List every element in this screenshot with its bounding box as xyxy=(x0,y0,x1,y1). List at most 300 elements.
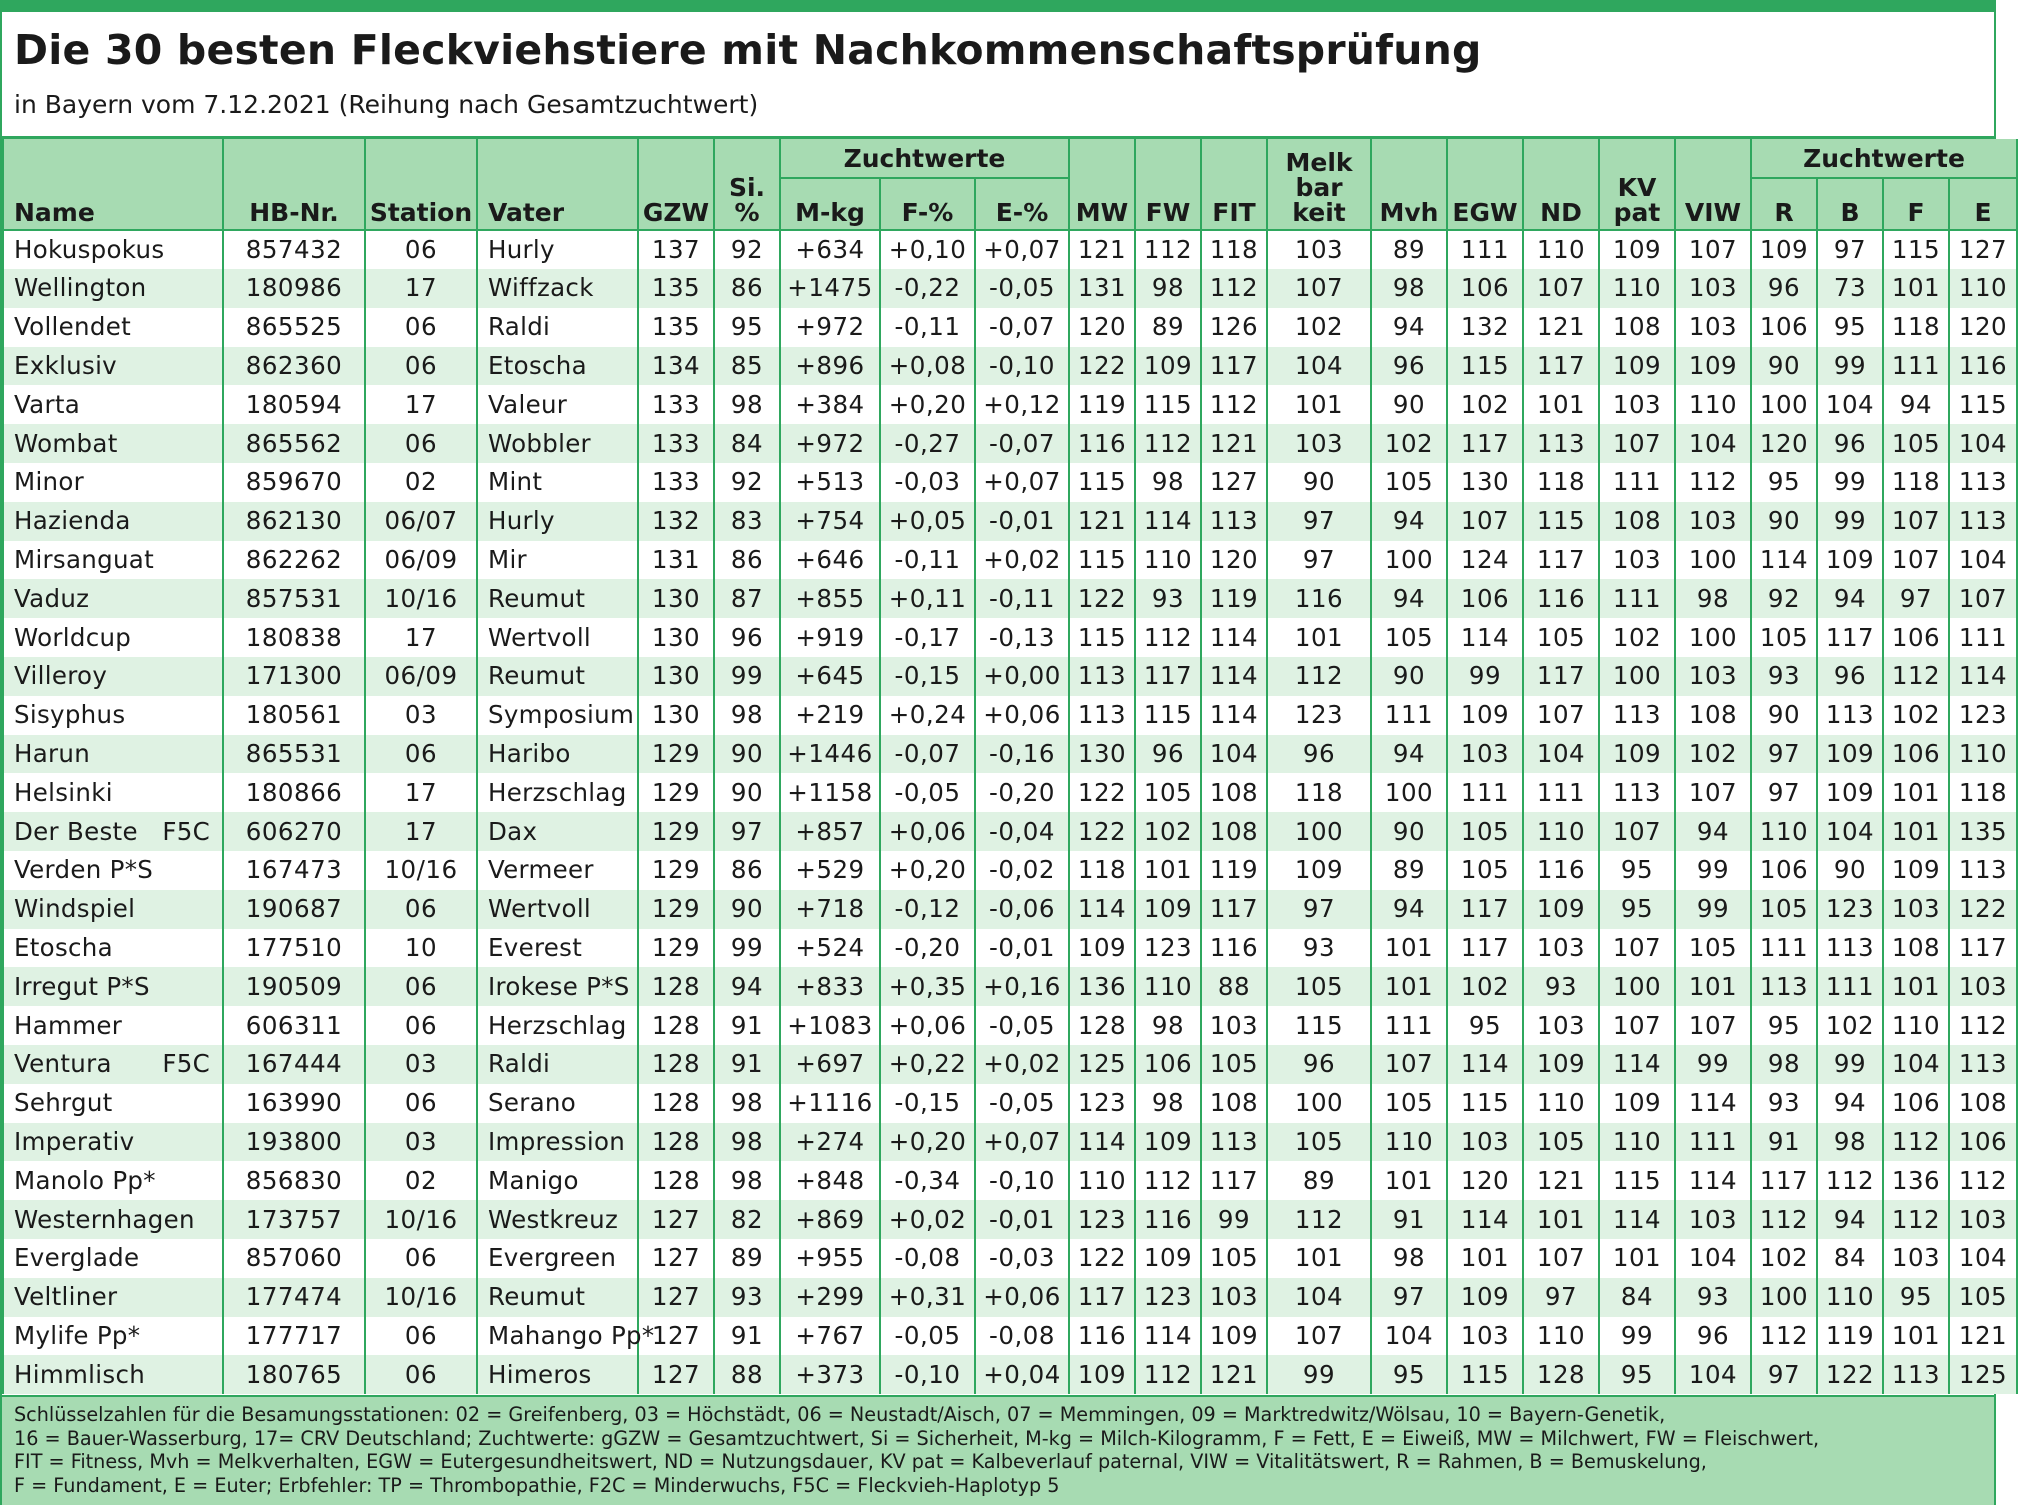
cell-melk: 115 xyxy=(1267,1006,1371,1045)
cell-mkg: +645 xyxy=(780,657,880,696)
table-body xyxy=(3,230,2017,1394)
cell-ep: -0,01 xyxy=(975,502,1069,541)
cell-mvh: 97 xyxy=(1371,1278,1447,1317)
col-header-fw: FW xyxy=(1135,139,1201,230)
cell-egw: 114 xyxy=(1447,618,1523,657)
cell-kv: 103 xyxy=(1599,385,1675,424)
cell-mvh: 104 xyxy=(1371,1317,1447,1356)
bull-name: Sisyphus xyxy=(14,700,126,730)
cell-mw: 123 xyxy=(1069,1200,1135,1239)
cell-name xyxy=(3,812,223,851)
cell-mvh: 101 xyxy=(1371,929,1447,968)
cell-mvh: 107 xyxy=(1371,1045,1447,1084)
cell-fit: 103 xyxy=(1201,1006,1267,1045)
cell-viw: 104 xyxy=(1675,1355,1751,1394)
cell-melk: 96 xyxy=(1267,735,1371,774)
cell-gzw: 128 xyxy=(638,1123,714,1162)
cell-station: 06 xyxy=(365,230,477,269)
cell-fp: -0,12 xyxy=(880,890,975,929)
cell-gzw: 127 xyxy=(638,1317,714,1356)
cell-vater: Himeros xyxy=(477,1355,638,1394)
cell-fw: 98 xyxy=(1135,463,1201,502)
cell-b: 104 xyxy=(1817,812,1883,851)
cell-b: 110 xyxy=(1817,1278,1883,1317)
cell-name xyxy=(3,618,223,657)
legend-line: 16 = Bauer-Wasserburg, 17= CRV Deutschland; Zuchtwerte: gGZW = Gesamtzuchtwert, Si = Sicherheit, M-kg = Milch-Kilogramm, F = Fett, E = Eiweiß, MW = Milchwert, FW = Fleischwert, xyxy=(14,1426,1820,1450)
table-header xyxy=(3,139,2017,230)
cell-fit: 113 xyxy=(1201,1123,1267,1162)
bull-name: Helsinki xyxy=(14,777,113,807)
cell-f: 111 xyxy=(1883,347,1949,386)
cell-e: 115 xyxy=(1949,385,2017,424)
cell-kv: 100 xyxy=(1599,657,1675,696)
cell-name xyxy=(3,463,223,502)
cell-gzw: 133 xyxy=(638,424,714,463)
cell-e: 122 xyxy=(1949,890,2017,929)
cell-fw: 112 xyxy=(1135,424,1201,463)
col-header-name: Name xyxy=(3,139,223,230)
cell-fit: 127 xyxy=(1201,463,1267,502)
cell-mvh: 101 xyxy=(1371,967,1447,1006)
cell-fit: 109 xyxy=(1201,1317,1267,1356)
cell-vater: Reumut xyxy=(477,579,638,618)
cell-vater: Manigo xyxy=(477,1161,638,1200)
cell-nd: 110 xyxy=(1523,1084,1599,1123)
table-row xyxy=(3,308,2017,347)
bull-name: Wombat xyxy=(14,428,118,458)
bull-name: Varta xyxy=(14,389,81,419)
cell-nd: 107 xyxy=(1523,269,1599,308)
col-header-si-line1: Si. xyxy=(728,173,766,202)
table-row xyxy=(3,1355,2017,1394)
cell-kv: 113 xyxy=(1599,696,1675,735)
cell-b: 102 xyxy=(1817,1006,1883,1045)
cell-fit: 116 xyxy=(1201,929,1267,968)
cell-gzw: 129 xyxy=(638,812,714,851)
cell-station: 06/09 xyxy=(365,541,477,580)
col-header-mvh: Mvh xyxy=(1371,139,1447,230)
cell-station: 06 xyxy=(365,967,477,1006)
cell-fw: 109 xyxy=(1135,890,1201,929)
cell-mkg: +718 xyxy=(780,890,880,929)
bull-name: Everglade xyxy=(14,1243,140,1273)
cell-station: 06 xyxy=(365,1317,477,1356)
cell-r: 96 xyxy=(1751,269,1817,308)
cell-mvh: 98 xyxy=(1371,269,1447,308)
cell-nd: 116 xyxy=(1523,579,1599,618)
cell-fw: 96 xyxy=(1135,735,1201,774)
cell-melk: 116 xyxy=(1267,579,1371,618)
cell-kv: 107 xyxy=(1599,424,1675,463)
cell-egw: 114 xyxy=(1447,1200,1523,1239)
cell-r: 92 xyxy=(1751,579,1817,618)
cell-mvh: 100 xyxy=(1371,773,1447,812)
cell-nd: 101 xyxy=(1523,385,1599,424)
cell-f: 101 xyxy=(1883,773,1949,812)
cell-fp: -0,05 xyxy=(880,1317,975,1356)
cell-station: 03 xyxy=(365,696,477,735)
cell-mkg: +896 xyxy=(780,347,880,386)
cell-melk: 97 xyxy=(1267,541,1371,580)
cell-mw: 122 xyxy=(1069,773,1135,812)
cell-station: 17 xyxy=(365,773,477,812)
cell-si: 93 xyxy=(714,1278,780,1317)
cell-fp: -0,10 xyxy=(880,1355,975,1394)
cell-gzw: 133 xyxy=(638,385,714,424)
col-header-eiweiss-prozent: E-% xyxy=(975,178,1069,230)
cell-ep: -0,10 xyxy=(975,347,1069,386)
bull-name: Etoscha xyxy=(14,932,113,962)
cell-mkg: +529 xyxy=(780,851,880,890)
cell-fw: 93 xyxy=(1135,579,1201,618)
cell-egw: 115 xyxy=(1447,1355,1523,1394)
cell-fw: 112 xyxy=(1135,1161,1201,1200)
cell-f: 118 xyxy=(1883,463,1949,502)
cell-mkg: +646 xyxy=(780,541,880,580)
col-header-melkbarkeit xyxy=(1267,139,1371,230)
cell-vater: Hurly xyxy=(477,230,638,269)
cell-fp: -0,07 xyxy=(880,735,975,774)
cell-nd: 117 xyxy=(1523,541,1599,580)
cell-egw: 103 xyxy=(1447,1123,1523,1162)
cell-kv: 95 xyxy=(1599,851,1675,890)
cell-fp: +0,22 xyxy=(880,1045,975,1084)
cell-f: 107 xyxy=(1883,502,1949,541)
cell-fw: 115 xyxy=(1135,696,1201,735)
cell-ep: -0,06 xyxy=(975,890,1069,929)
cell-melk: 89 xyxy=(1267,1161,1371,1200)
cell-ep: -0,05 xyxy=(975,1006,1069,1045)
cell-mw: 120 xyxy=(1069,308,1135,347)
cell-fit: 113 xyxy=(1201,502,1267,541)
cell-e: 120 xyxy=(1949,308,2017,347)
cell-mw: 125 xyxy=(1069,1045,1135,1084)
cell-viw: 104 xyxy=(1675,1239,1751,1278)
col-header-b: B xyxy=(1817,178,1883,230)
cell-mw: 122 xyxy=(1069,579,1135,618)
cell-egw: 117 xyxy=(1447,424,1523,463)
cell-viw: 101 xyxy=(1675,967,1751,1006)
cell-name xyxy=(3,657,223,696)
cell-f: 112 xyxy=(1883,1200,1949,1239)
cell-mvh: 94 xyxy=(1371,890,1447,929)
cell-gzw: 128 xyxy=(638,1045,714,1084)
cell-melk: 123 xyxy=(1267,696,1371,735)
cell-name xyxy=(3,1317,223,1356)
col-header-melk-line2: bar xyxy=(1295,173,1343,202)
cell-gzw: 130 xyxy=(638,618,714,657)
cell-mw: 119 xyxy=(1069,385,1135,424)
cell-nd: 97 xyxy=(1523,1278,1599,1317)
cell-viw: 110 xyxy=(1675,385,1751,424)
cell-b: 113 xyxy=(1817,696,1883,735)
cell-mvh: 100 xyxy=(1371,541,1447,580)
cell-r: 114 xyxy=(1751,541,1817,580)
cell-fw: 123 xyxy=(1135,1278,1201,1317)
cell-ep: -0,08 xyxy=(975,1317,1069,1356)
cell-fp: +0,08 xyxy=(880,347,975,386)
cell-fw: 117 xyxy=(1135,657,1201,696)
cell-fw: 123 xyxy=(1135,929,1201,968)
table-row xyxy=(3,1317,2017,1356)
cell-gzw: 135 xyxy=(638,308,714,347)
cell-si: 88 xyxy=(714,1355,780,1394)
cell-gzw: 127 xyxy=(638,1355,714,1394)
cell-vater: Serano xyxy=(477,1084,638,1123)
bull-name: Hammer xyxy=(14,1010,123,1040)
cell-gzw: 128 xyxy=(638,967,714,1006)
cell-mkg: +1116 xyxy=(780,1084,880,1123)
col-header-melk-line3: keit xyxy=(1292,198,1346,227)
cell-mkg: +1083 xyxy=(780,1006,880,1045)
cell-mkg: +1475 xyxy=(780,269,880,308)
cell-gzw: 132 xyxy=(638,502,714,541)
cell-fit: 120 xyxy=(1201,541,1267,580)
cell-ep: -0,20 xyxy=(975,773,1069,812)
cell-nd: 117 xyxy=(1523,657,1599,696)
cell-egw: 107 xyxy=(1447,502,1523,541)
cell-b: 119 xyxy=(1817,1317,1883,1356)
cell-mvh: 98 xyxy=(1371,1239,1447,1278)
cell-r: 97 xyxy=(1751,1355,1817,1394)
cell-b: 99 xyxy=(1817,1045,1883,1084)
cell-viw: 96 xyxy=(1675,1317,1751,1356)
cell-viw: 99 xyxy=(1675,851,1751,890)
cell-f: 101 xyxy=(1883,269,1949,308)
cell-f: 112 xyxy=(1883,657,1949,696)
cell-gzw: 130 xyxy=(638,696,714,735)
cell-fp: +0,02 xyxy=(880,1200,975,1239)
cell-f: 95 xyxy=(1883,1278,1949,1317)
cell-mvh: 90 xyxy=(1371,812,1447,851)
bull-name: Mirsanguat xyxy=(14,544,155,574)
cell-e: 121 xyxy=(1949,1317,2017,1356)
cell-hb: 606270 xyxy=(223,812,365,851)
cell-b: 96 xyxy=(1817,657,1883,696)
cell-mw: 123 xyxy=(1069,1084,1135,1123)
cell-ep: +0,12 xyxy=(975,385,1069,424)
cell-fw: 112 xyxy=(1135,1355,1201,1394)
cell-mw: 121 xyxy=(1069,230,1135,269)
cell-vater: Reumut xyxy=(477,1278,638,1317)
cell-f: 102 xyxy=(1883,696,1949,735)
cell-fp: -0,20 xyxy=(880,929,975,968)
cell-station: 06 xyxy=(365,1084,477,1123)
cell-e: 104 xyxy=(1949,541,2017,580)
cell-melk: 107 xyxy=(1267,1317,1371,1356)
cell-fp: +0,35 xyxy=(880,967,975,1006)
cell-hb: 177717 xyxy=(223,1317,365,1356)
cell-mvh: 89 xyxy=(1371,851,1447,890)
cell-fit: 108 xyxy=(1201,1084,1267,1123)
cell-mw: 130 xyxy=(1069,735,1135,774)
cell-station: 10/16 xyxy=(365,851,477,890)
cell-kv: 103 xyxy=(1599,541,1675,580)
cell-egw: 105 xyxy=(1447,812,1523,851)
cell-fw: 109 xyxy=(1135,1123,1201,1162)
cell-mkg: +855 xyxy=(780,579,880,618)
table-row xyxy=(3,1239,2017,1278)
cell-egw: 95 xyxy=(1447,1006,1523,1045)
cell-egw: 115 xyxy=(1447,347,1523,386)
cell-mkg: +955 xyxy=(780,1239,880,1278)
cell-egw: 111 xyxy=(1447,773,1523,812)
cell-f: 108 xyxy=(1883,929,1949,968)
cell-viw: 100 xyxy=(1675,618,1751,657)
cell-vater: Mint xyxy=(477,463,638,502)
cell-f: 94 xyxy=(1883,385,1949,424)
cell-si: 84 xyxy=(714,424,780,463)
cell-fit: 108 xyxy=(1201,812,1267,851)
table-row xyxy=(3,1278,2017,1317)
table-row xyxy=(3,424,2017,463)
bull-name: Hokuspokus xyxy=(14,235,165,264)
col-group-zuchtwerte-milk: Zuchtwerte xyxy=(780,139,1069,178)
cell-viw: 108 xyxy=(1675,696,1751,735)
table-row xyxy=(3,385,2017,424)
cell-fit: 99 xyxy=(1201,1200,1267,1239)
cell-b: 97 xyxy=(1817,230,1883,269)
cell-ep: -0,05 xyxy=(975,1084,1069,1123)
cell-ep: -0,03 xyxy=(975,1239,1069,1278)
cell-mw: 109 xyxy=(1069,929,1135,968)
cell-e: 104 xyxy=(1949,1239,2017,1278)
cell-station: 06 xyxy=(365,1006,477,1045)
cell-fp: -0,17 xyxy=(880,618,975,657)
bull-name: Villeroy xyxy=(14,661,108,691)
cell-f: 103 xyxy=(1883,1239,1949,1278)
cell-ep: -0,07 xyxy=(975,308,1069,347)
cell-si: 98 xyxy=(714,1084,780,1123)
bull-name: Ventura xyxy=(14,1049,112,1079)
cell-station: 10/16 xyxy=(365,1200,477,1239)
cell-e: 113 xyxy=(1949,463,2017,502)
cell-b: 73 xyxy=(1817,269,1883,308)
cell-mkg: +972 xyxy=(780,424,880,463)
cell-nd: 101 xyxy=(1523,1200,1599,1239)
cell-si: 86 xyxy=(714,541,780,580)
cell-f: 109 xyxy=(1883,851,1949,890)
cell-mkg: +524 xyxy=(780,929,880,968)
cell-hb: 167473 xyxy=(223,851,365,890)
cell-hb: 857432 xyxy=(223,230,365,269)
cell-b: 84 xyxy=(1817,1239,1883,1278)
cell-si: 98 xyxy=(714,1161,780,1200)
cell-r: 106 xyxy=(1751,308,1817,347)
cell-r: 93 xyxy=(1751,657,1817,696)
cell-e: 105 xyxy=(1949,1278,2017,1317)
cell-e: 125 xyxy=(1949,1355,2017,1394)
cell-hb: 177510 xyxy=(223,929,365,968)
cell-ep: +0,07 xyxy=(975,463,1069,502)
cell-egw: 124 xyxy=(1447,541,1523,580)
table-row xyxy=(3,269,2017,308)
cell-b: 111 xyxy=(1817,967,1883,1006)
cell-mw: 109 xyxy=(1069,1355,1135,1394)
cell-egw: 106 xyxy=(1447,579,1523,618)
col-header-viw: VIW xyxy=(1675,139,1751,230)
cell-mw: 115 xyxy=(1069,618,1135,657)
cell-e: 108 xyxy=(1949,1084,2017,1123)
cell-melk: 90 xyxy=(1267,463,1371,502)
cell-mkg: +919 xyxy=(780,618,880,657)
cell-egw: 117 xyxy=(1447,890,1523,929)
page-title: Die 30 besten Fleckviehstiere mit Nachkommenschaftsprüfung xyxy=(14,26,1482,74)
cell-si: 85 xyxy=(714,347,780,386)
cell-mw: 122 xyxy=(1069,812,1135,851)
cell-hb: 606311 xyxy=(223,1006,365,1045)
cell-mkg: +754 xyxy=(780,502,880,541)
cell-gzw: 134 xyxy=(638,347,714,386)
cell-viw: 103 xyxy=(1675,1200,1751,1239)
cell-fp: -0,08 xyxy=(880,1239,975,1278)
cell-hb: 862360 xyxy=(223,347,365,386)
cell-f: 115 xyxy=(1883,230,1949,269)
bull-name: Sehrgut xyxy=(14,1088,113,1118)
cell-fw: 112 xyxy=(1135,618,1201,657)
table-row xyxy=(3,851,2017,890)
cell-e: 118 xyxy=(1949,773,2017,812)
cell-name xyxy=(3,929,223,968)
cell-fw: 101 xyxy=(1135,851,1201,890)
cell-name xyxy=(3,773,223,812)
cell-b: 123 xyxy=(1817,890,1883,929)
cell-name xyxy=(3,541,223,580)
cell-mkg: +697 xyxy=(780,1045,880,1084)
cell-b: 122 xyxy=(1817,1355,1883,1394)
cell-station: 06 xyxy=(365,347,477,386)
cell-fp: -0,22 xyxy=(880,269,975,308)
cell-r: 111 xyxy=(1751,929,1817,968)
cell-mvh: 110 xyxy=(1371,1123,1447,1162)
bull-name: Wellington xyxy=(14,273,147,303)
cell-ep: -0,16 xyxy=(975,735,1069,774)
cell-r: 93 xyxy=(1751,1084,1817,1123)
cell-gzw: 131 xyxy=(638,541,714,580)
col-header-kv-line2: pat xyxy=(1613,198,1661,227)
cell-station: 06 xyxy=(365,308,477,347)
cell-mw: 113 xyxy=(1069,657,1135,696)
cell-hb: 163990 xyxy=(223,1084,365,1123)
cell-hb: 173757 xyxy=(223,1200,365,1239)
cell-nd: 109 xyxy=(1523,890,1599,929)
cell-r: 95 xyxy=(1751,1006,1817,1045)
cell-f: 118 xyxy=(1883,308,1949,347)
bull-name: Hazienda xyxy=(14,506,131,536)
cell-egw: 102 xyxy=(1447,385,1523,424)
cell-mvh: 105 xyxy=(1371,1084,1447,1123)
cell-fw: 114 xyxy=(1135,502,1201,541)
cell-hb: 190509 xyxy=(223,967,365,1006)
cell-f: 105 xyxy=(1883,424,1949,463)
bull-name: Vaduz xyxy=(14,583,90,613)
table-row xyxy=(3,735,2017,774)
cell-vater: Reumut xyxy=(477,657,638,696)
cell-kv: 109 xyxy=(1599,347,1675,386)
cell-mkg: +848 xyxy=(780,1161,880,1200)
cell-vater: Mir xyxy=(477,541,638,580)
cell-b: 109 xyxy=(1817,735,1883,774)
col-header-f: F xyxy=(1883,178,1949,230)
cell-fw: 98 xyxy=(1135,1006,1201,1045)
col-header-fett-prozent: F-% xyxy=(880,178,975,230)
cell-si: 86 xyxy=(714,269,780,308)
cell-fp: -0,15 xyxy=(880,657,975,696)
cell-mvh: 96 xyxy=(1371,347,1447,386)
cell-mkg: +219 xyxy=(780,696,880,735)
cell-ep: -0,10 xyxy=(975,1161,1069,1200)
cell-mw: 114 xyxy=(1069,890,1135,929)
